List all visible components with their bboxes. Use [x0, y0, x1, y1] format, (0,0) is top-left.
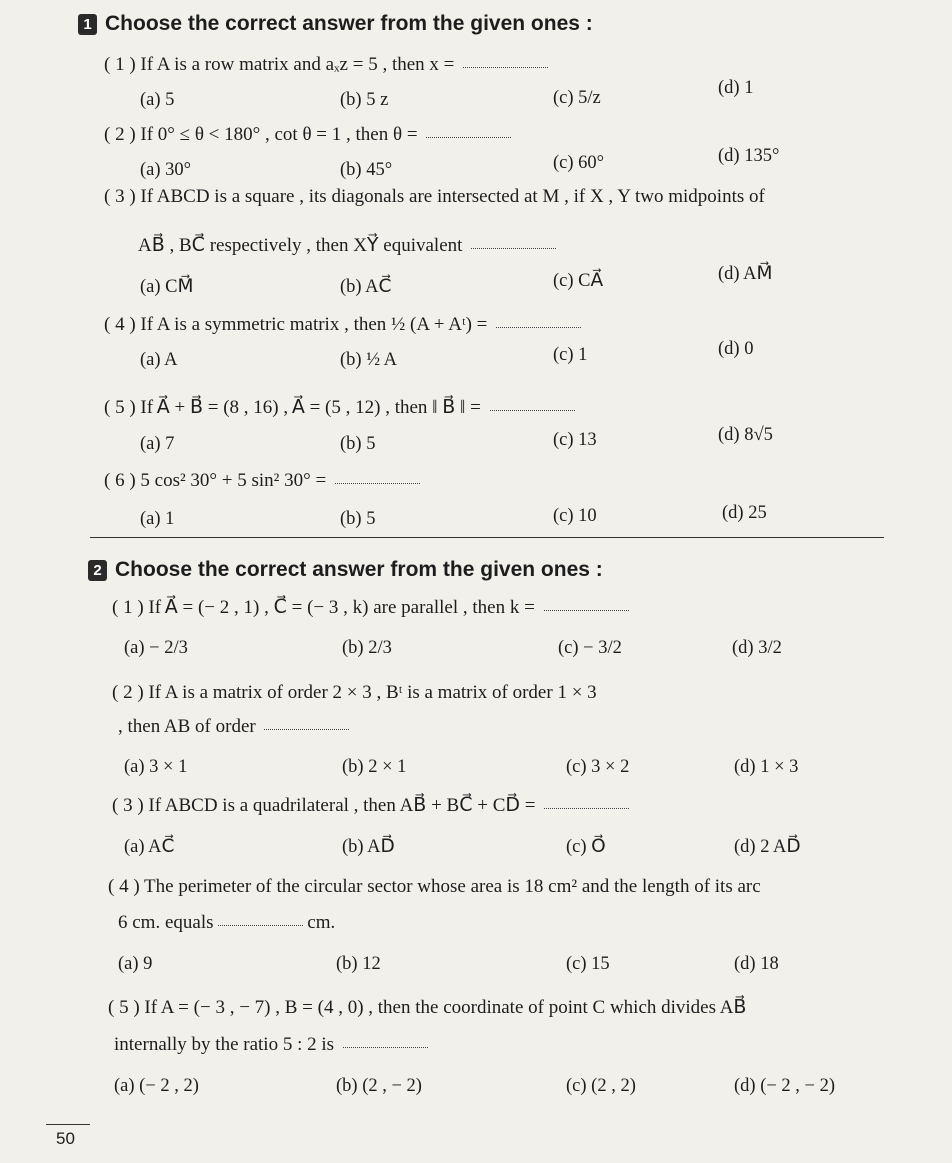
s1-q3-stem: ( 3 ) If ABCD is a square , its diagonals are intersected at M , if X , Y two midpoints of: [104, 186, 765, 207]
s2-q4-option-a[interactable]: (a) 9: [118, 954, 153, 974]
s2-q5-option-b[interactable]: (b) (2 , − 2): [336, 1076, 422, 1096]
s1-q2-option-c[interactable]: (c) 60°: [553, 153, 605, 173]
page-number-rule: [46, 1124, 90, 1125]
s1-q4-option-b[interactable]: (b) ½ A: [340, 350, 398, 370]
s2-q3-option-c[interactable]: (c) O⃗: [566, 837, 606, 857]
s2-q4-option-b[interactable]: (b) 12: [336, 954, 381, 974]
s1-q4-option-d[interactable]: (d) 0: [718, 339, 754, 359]
page-number: 50: [56, 1129, 75, 1148]
s1-q5-stem: ( 5 ) If A⃗ + B⃗ = (8 , 16) , A⃗ = (5 , 12) , then ‖ B⃗ ‖ =: [104, 396, 575, 419]
s2-q2-option-b[interactable]: (b) 2 × 1: [342, 757, 407, 777]
s2-q1-option-c[interactable]: (c) − 3/2: [558, 638, 622, 658]
section-divider: [90, 537, 884, 538]
s2-q1-option-b[interactable]: (b) 2/3: [342, 638, 392, 658]
s1-q5-option-c[interactable]: (c) 13: [553, 430, 597, 450]
s2-q3-option-a[interactable]: (a) AC⃗: [124, 837, 175, 857]
section-1-number: 1: [78, 14, 97, 35]
s1-q3-option-a[interactable]: (a) CM⃗: [140, 277, 194, 297]
s2-q4-stem: ( 4 ) The perimeter of the circular sector whose area is 18 cm² and the length of its arc: [108, 876, 761, 897]
s1-q2-option-a[interactable]: (a) 30°: [140, 160, 192, 180]
s1-q4-option-a[interactable]: (a) A: [140, 350, 178, 370]
s2-q5-stem-line2: internally by the ratio 5 : 2 is: [114, 1034, 428, 1056]
section-1-title: Choose the correct answer from the given ones :: [105, 12, 593, 35]
s2-q1-stem: ( 1 ) If A⃗ = (− 2 , 1) , C⃗ = (− 3 , k) are parallel , then k =: [112, 596, 629, 619]
s1-q2-stem: ( 2 ) If 0° ≤ θ < 180° , cot θ = 1 , then θ =: [104, 124, 511, 146]
s2-q1-option-d[interactable]: (d) 3/2: [732, 638, 782, 658]
s2-q3-stem: ( 3 ) If ABCD is a quadrilateral , then AB⃗ + BC⃗ + CD⃗ =: [112, 794, 629, 817]
s1-q3-stem-line2: AB⃗ , BC⃗ respectively , then XY⃗ equivalent: [138, 234, 556, 257]
s1-q5-option-a[interactable]: (a) 7: [140, 434, 175, 454]
s1-q4-option-c[interactable]: (c) 1: [553, 345, 588, 365]
s1-q6-stem: ( 6 ) 5 cos² 30° + 5 sin² 30° =: [104, 470, 420, 492]
s2-q5-option-d[interactable]: (d) (− 2 , − 2): [734, 1076, 836, 1096]
s2-q5-option-c[interactable]: (c) (2 , 2): [566, 1076, 636, 1096]
s1-q4-stem: ( 4 ) If A is a symmetric matrix , then ½ (A + Aᵗ) =: [104, 314, 581, 336]
s1-q2-option-d[interactable]: (d) 135°: [718, 146, 780, 166]
s2-q2-option-c[interactable]: (c) 3 × 2: [566, 757, 630, 777]
s2-q3-option-d[interactable]: (d) 2 AD⃗: [734, 837, 801, 857]
s1-q3-option-c[interactable]: (c) CA⃗: [553, 271, 604, 291]
s1-q1-option-a[interactable]: (a) 5: [140, 90, 175, 110]
s2-q2-stem: ( 2 ) If A is a matrix of order 2 × 3 , Bᵗ is a matrix of order 1 × 3: [112, 682, 597, 703]
s1-q1-option-b[interactable]: (b) 5 z: [340, 90, 389, 110]
s2-q4-option-c[interactable]: (c) 15: [566, 954, 610, 974]
s1-q1-stem: ( 1 ) If A is a row matrix and aₓz = 5 , then x =: [104, 54, 548, 76]
section-1-header: [78, 12, 593, 36]
s2-q2-stem-line2: , then AB of order: [118, 716, 349, 738]
s2-q2-option-a[interactable]: (a) 3 × 1: [124, 757, 188, 777]
s1-q6-option-d[interactable]: (d) 25: [722, 503, 767, 523]
s1-q1-option-c[interactable]: (c) 5/z: [553, 88, 601, 108]
s1-q6-option-c[interactable]: (c) 10: [553, 506, 597, 526]
s2-q1-option-a[interactable]: (a) − 2/3: [124, 638, 188, 658]
section-2-header: [88, 558, 603, 582]
s2-q4-stem-line2: 6 cm. equals cm.: [118, 912, 336, 933]
s2-q4-option-d[interactable]: (d) 18: [734, 954, 779, 974]
s2-q2-option-d[interactable]: (d) 1 × 3: [734, 757, 799, 777]
s1-q3-option-b[interactable]: (b) AC⃗: [340, 277, 392, 297]
section-2-title: Choose the correct answer from the given ones :: [115, 558, 603, 581]
s1-q6-option-a[interactable]: (a) 1: [140, 509, 175, 529]
s1-q3-option-d[interactable]: (d) AM⃗: [718, 264, 773, 284]
s1-q5-option-d[interactable]: (d) 8√5: [718, 425, 773, 445]
section-2-number: 2: [88, 560, 107, 581]
s1-q5-option-b[interactable]: (b) 5: [340, 434, 376, 454]
s1-q2-option-b[interactable]: (b) 45°: [340, 160, 393, 180]
s2-q3-option-b[interactable]: (b) AD⃗: [342, 837, 395, 857]
s1-q1-option-d[interactable]: (d) 1: [718, 78, 754, 98]
s2-q5-option-a[interactable]: (a) (− 2 , 2): [114, 1076, 199, 1096]
s1-q6-option-b[interactable]: (b) 5: [340, 509, 376, 529]
s2-q5-stem: ( 5 ) If A = (− 3 , − 7) , B = (4 , 0) , then the coordinate of point C which divides AB⃗: [108, 997, 747, 1018]
